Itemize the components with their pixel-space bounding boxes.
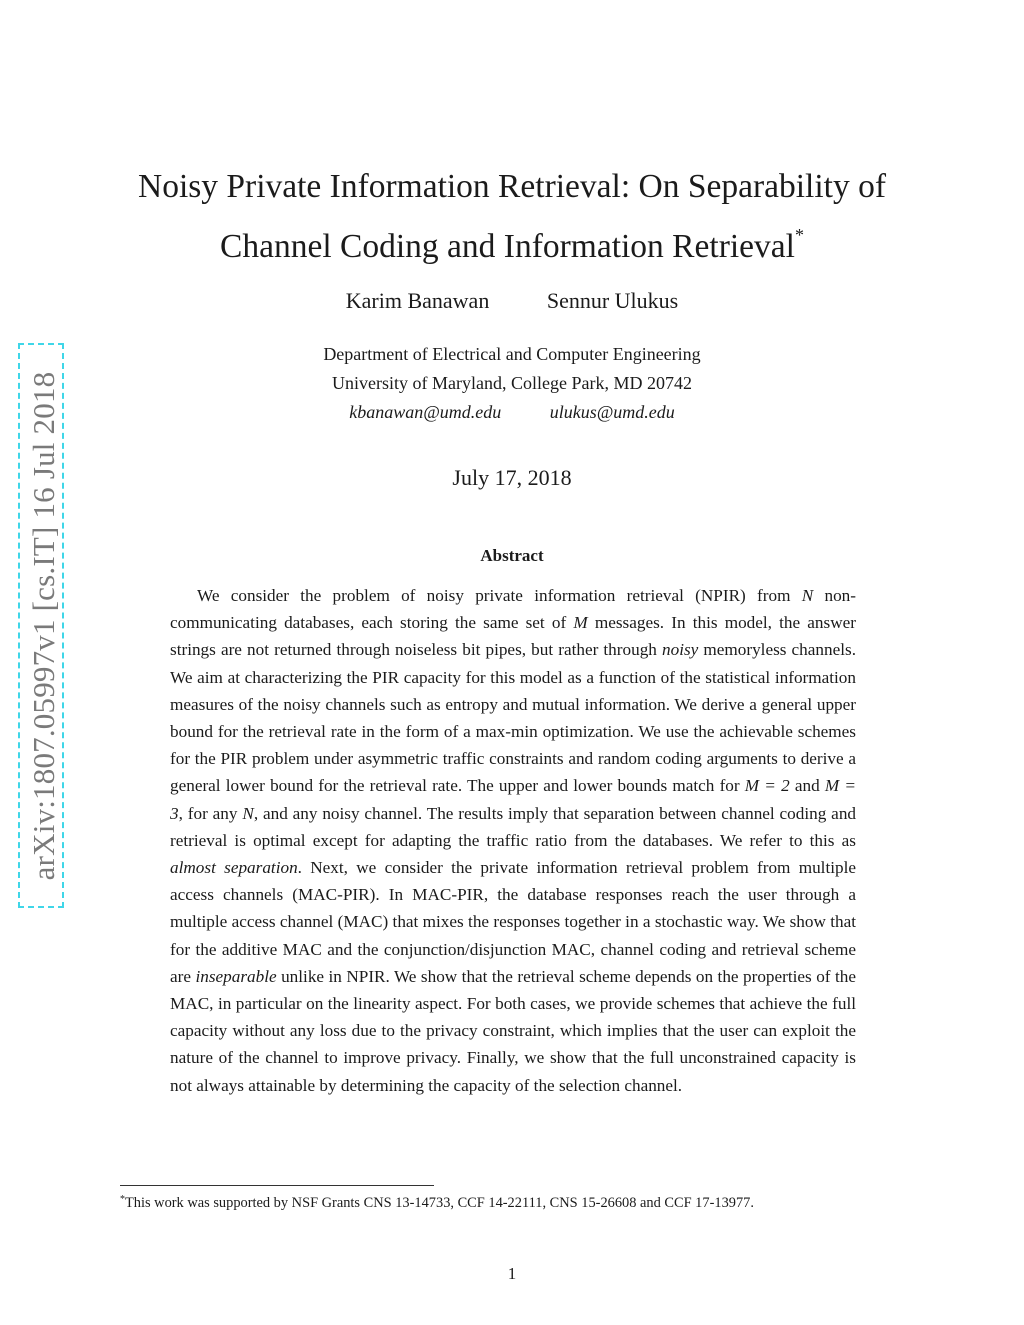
- email-address[interactable]: ulukus@umd.edu: [549, 402, 675, 422]
- abstract-text: , for any: [178, 803, 243, 823]
- arxiv-stamp[interactable]: arXiv:1807.05997v1 [cs.IT] 16 Jul 2018: [26, 371, 61, 881]
- abstract-text: unlike in NPIR. We show that the retrieval scheme depends on the properties of the MAC, in particular on the linearity aspect. For both cases, we provide schemes that achieve the full capacity without any loss due to the privacy constraint, which implies that the user can exploit the nature of the channel to improve privacy. Finally, we show that the full unconstrained capacity is not always attainable by determining the capacity of the selection channel.: [170, 966, 856, 1095]
- paper-date: July 17, 2018: [452, 465, 572, 490]
- author-list: [0, 288, 1024, 314]
- emphasis: inseparable: [195, 966, 277, 986]
- email-address[interactable]: kbanawan@umd.edu: [349, 402, 502, 422]
- abstract-text: and: [789, 776, 825, 796]
- footnote-text: This work was supported by NSF Grants CNS 13-14733, CCF 14-22111, CNS 15-26608 and CCF 17-13977.: [125, 1195, 754, 1211]
- math-variable: N: [242, 803, 254, 823]
- department: Department of Electrical and Computer Engineering: [323, 344, 701, 364]
- abstract-text: messages. In this model, the answer strings are not returned through noiseless bit pipes, but rather through: [170, 613, 856, 660]
- paper-title: [100, 162, 924, 271]
- title-footnote-mark[interactable]: *: [794, 225, 804, 245]
- abstract-body: [170, 582, 856, 1099]
- math-variable: N: [801, 586, 814, 605]
- affiliation-block: [0, 340, 1024, 427]
- abstract-text: non-communicating databases, each storing the same set of: [170, 586, 857, 633]
- abstract-text: We consider the problem of noisy private information retrieval (NPIR) from: [197, 586, 802, 605]
- abstract-text: memoryless channels. We aim at characterizing the PIR capacity for this model as a function of the statistical information measures of the noisy channels such as entropy and mutual information. We derive a general upper bound for the retrieval rate in the form of a max-min optimization. We use the achievable schemes for the PIR problem under asymmetric traffic constraints and random coding arguments to derive a general lower bound for the retrieval rate. The upper and lower bounds match for: [170, 640, 856, 796]
- abstract-text: , and any noisy channel. The results imply that separation between channel coding and retrieval is optimal except for adapting the traffic ratio from the databases. We refer to this as: [170, 803, 857, 850]
- math-equation: M = 2: [744, 776, 790, 796]
- university: University of Maryland, College Park, MD 20742: [332, 373, 692, 393]
- page-number: 1: [507, 1264, 517, 1283]
- abstract-text: . Next, we consider the private information retrieval problem from multiple access channels (MAC-PIR). In MAC-PIR, the database responses reach the user through a multiple access channel (MAC) that mixes the responses together in a stochastic way. We show that for the additive MAC and the conjunction/disjunction MAC, channel coding and retrieval scheme are: [170, 858, 856, 986]
- emphasis: noisy: [662, 640, 699, 660]
- footnote-rule: [120, 1185, 434, 1186]
- abstract-heading: Abstract: [480, 546, 544, 565]
- title-line-1: Noisy Private Information Retrieval: On Separability of: [138, 168, 886, 205]
- title-line-2: Channel Coding and Information Retrieval: [220, 228, 795, 265]
- math-variable: M: [573, 613, 588, 633]
- math-equation: M = 3: [170, 776, 856, 823]
- emphasis: almost separation: [170, 858, 298, 878]
- footnote: [120, 1189, 906, 1214]
- author-name: Sennur Ulukus: [546, 288, 679, 313]
- author-name: Karim Banawan: [345, 288, 490, 313]
- footnote-mark: *: [120, 1194, 125, 1205]
- email-list: [0, 398, 1024, 427]
